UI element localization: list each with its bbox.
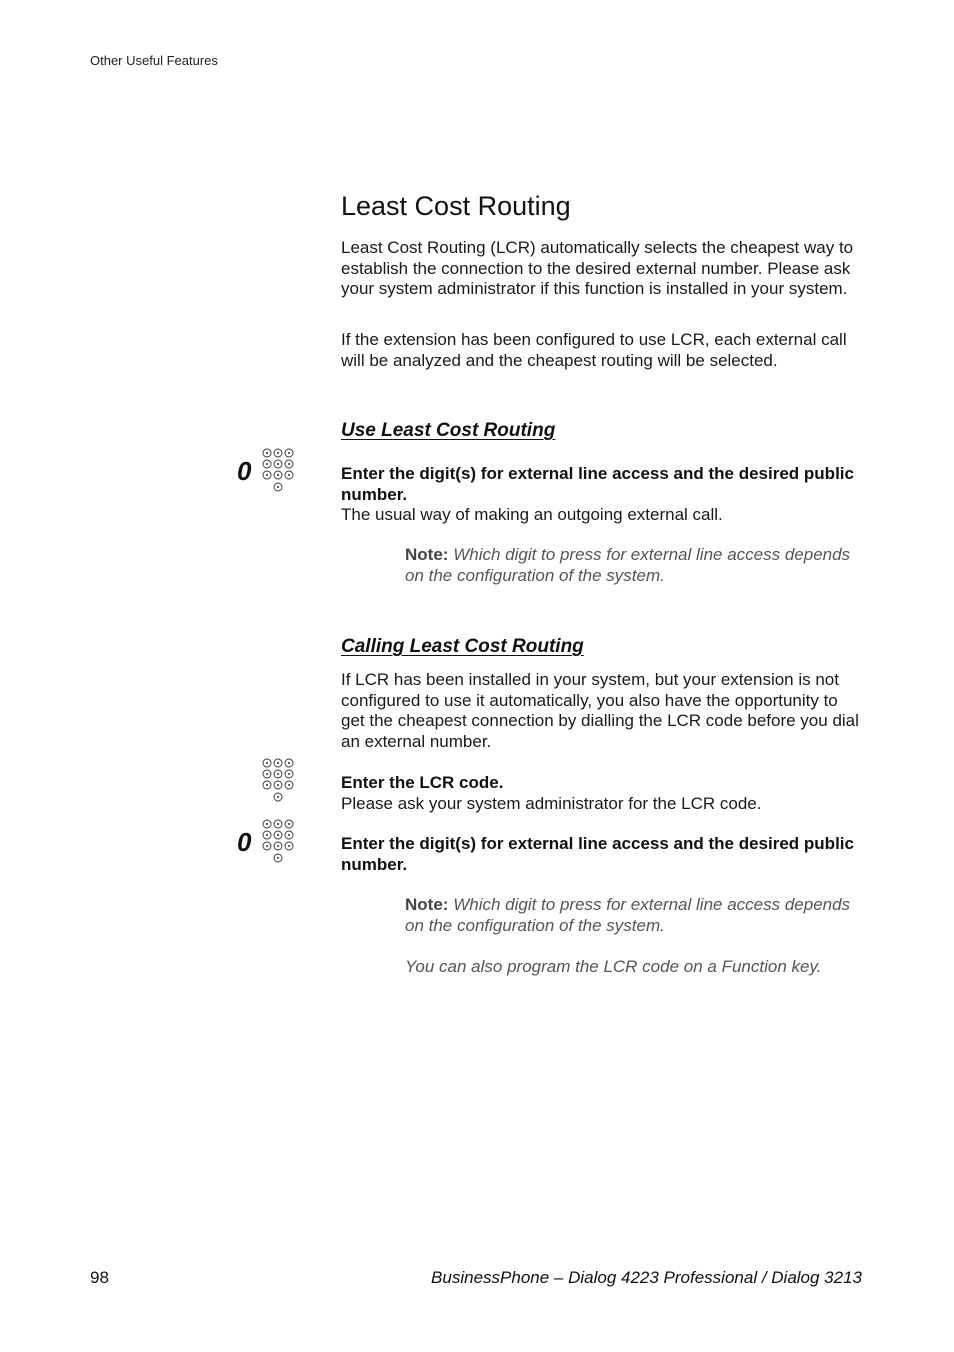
note-label: Note: (405, 545, 449, 564)
function-key-tip: You can also program the LCR code on a Function key. (405, 957, 822, 976)
calling-lcr-heading: Calling Least Cost Routing (341, 636, 584, 657)
use-lcr-step-instruction: Enter the digit(s) for external line access and the desired public number. (341, 464, 854, 504)
external-access-instruction: Enter the digit(s) for external line access and the desired public number. (341, 834, 854, 874)
note-label: Note: (405, 895, 449, 914)
use-lcr-step (341, 464, 866, 526)
calling-lcr-note (405, 894, 865, 936)
note-text: Which digit to press for external line access depends on the configuration of the system. (405, 895, 851, 935)
use-lcr-heading: Use Least Cost Routing (341, 420, 556, 441)
use-lcr-step-description: The usual way of making an outgoing external call. (341, 505, 723, 524)
page-title: Least Cost Routing (341, 191, 571, 221)
keypad-icon (260, 757, 300, 808)
page-number: 98 (90, 1268, 109, 1287)
calling-lcr-intro: If LCR has been installed in your system, but your extension is not configured to use it automatically, you also have the opportunity to get the cheapest connection by dialling the LCR code before you dial an external number. (341, 670, 859, 751)
digit-zero-key: 0 (237, 456, 252, 486)
keypad-icon (260, 447, 300, 498)
intro-paragraph-1: Least Cost Routing (LCR) automatically selects the cheapest way to establish the connection to the desired external number. Please ask your system administrator if this function is installed in your system. (341, 238, 854, 298)
keypad-icon (260, 818, 300, 869)
calling-lcr-step-1 (341, 773, 866, 814)
document-title: BusinessPhone – Dialog 4223 Professional / Dialog 3213 (431, 1268, 862, 1287)
lcr-code-description: Please ask your system administrator for the LCR code. (341, 793, 762, 813)
note-text: Which digit to press for external line access depends on the configuration of the system. (405, 545, 851, 585)
running-header: Other Useful Features (90, 53, 218, 68)
lcr-code-instruction: Enter the LCR code. (341, 773, 504, 792)
calling-lcr-step-2 (341, 834, 866, 875)
use-lcr-note (405, 544, 865, 586)
intro-paragraph-2: If the extension has been configured to use LCR, each external call will be analyzed and the cheapest routing will be selected. (341, 330, 847, 370)
digit-zero-key: 0 (237, 827, 252, 857)
